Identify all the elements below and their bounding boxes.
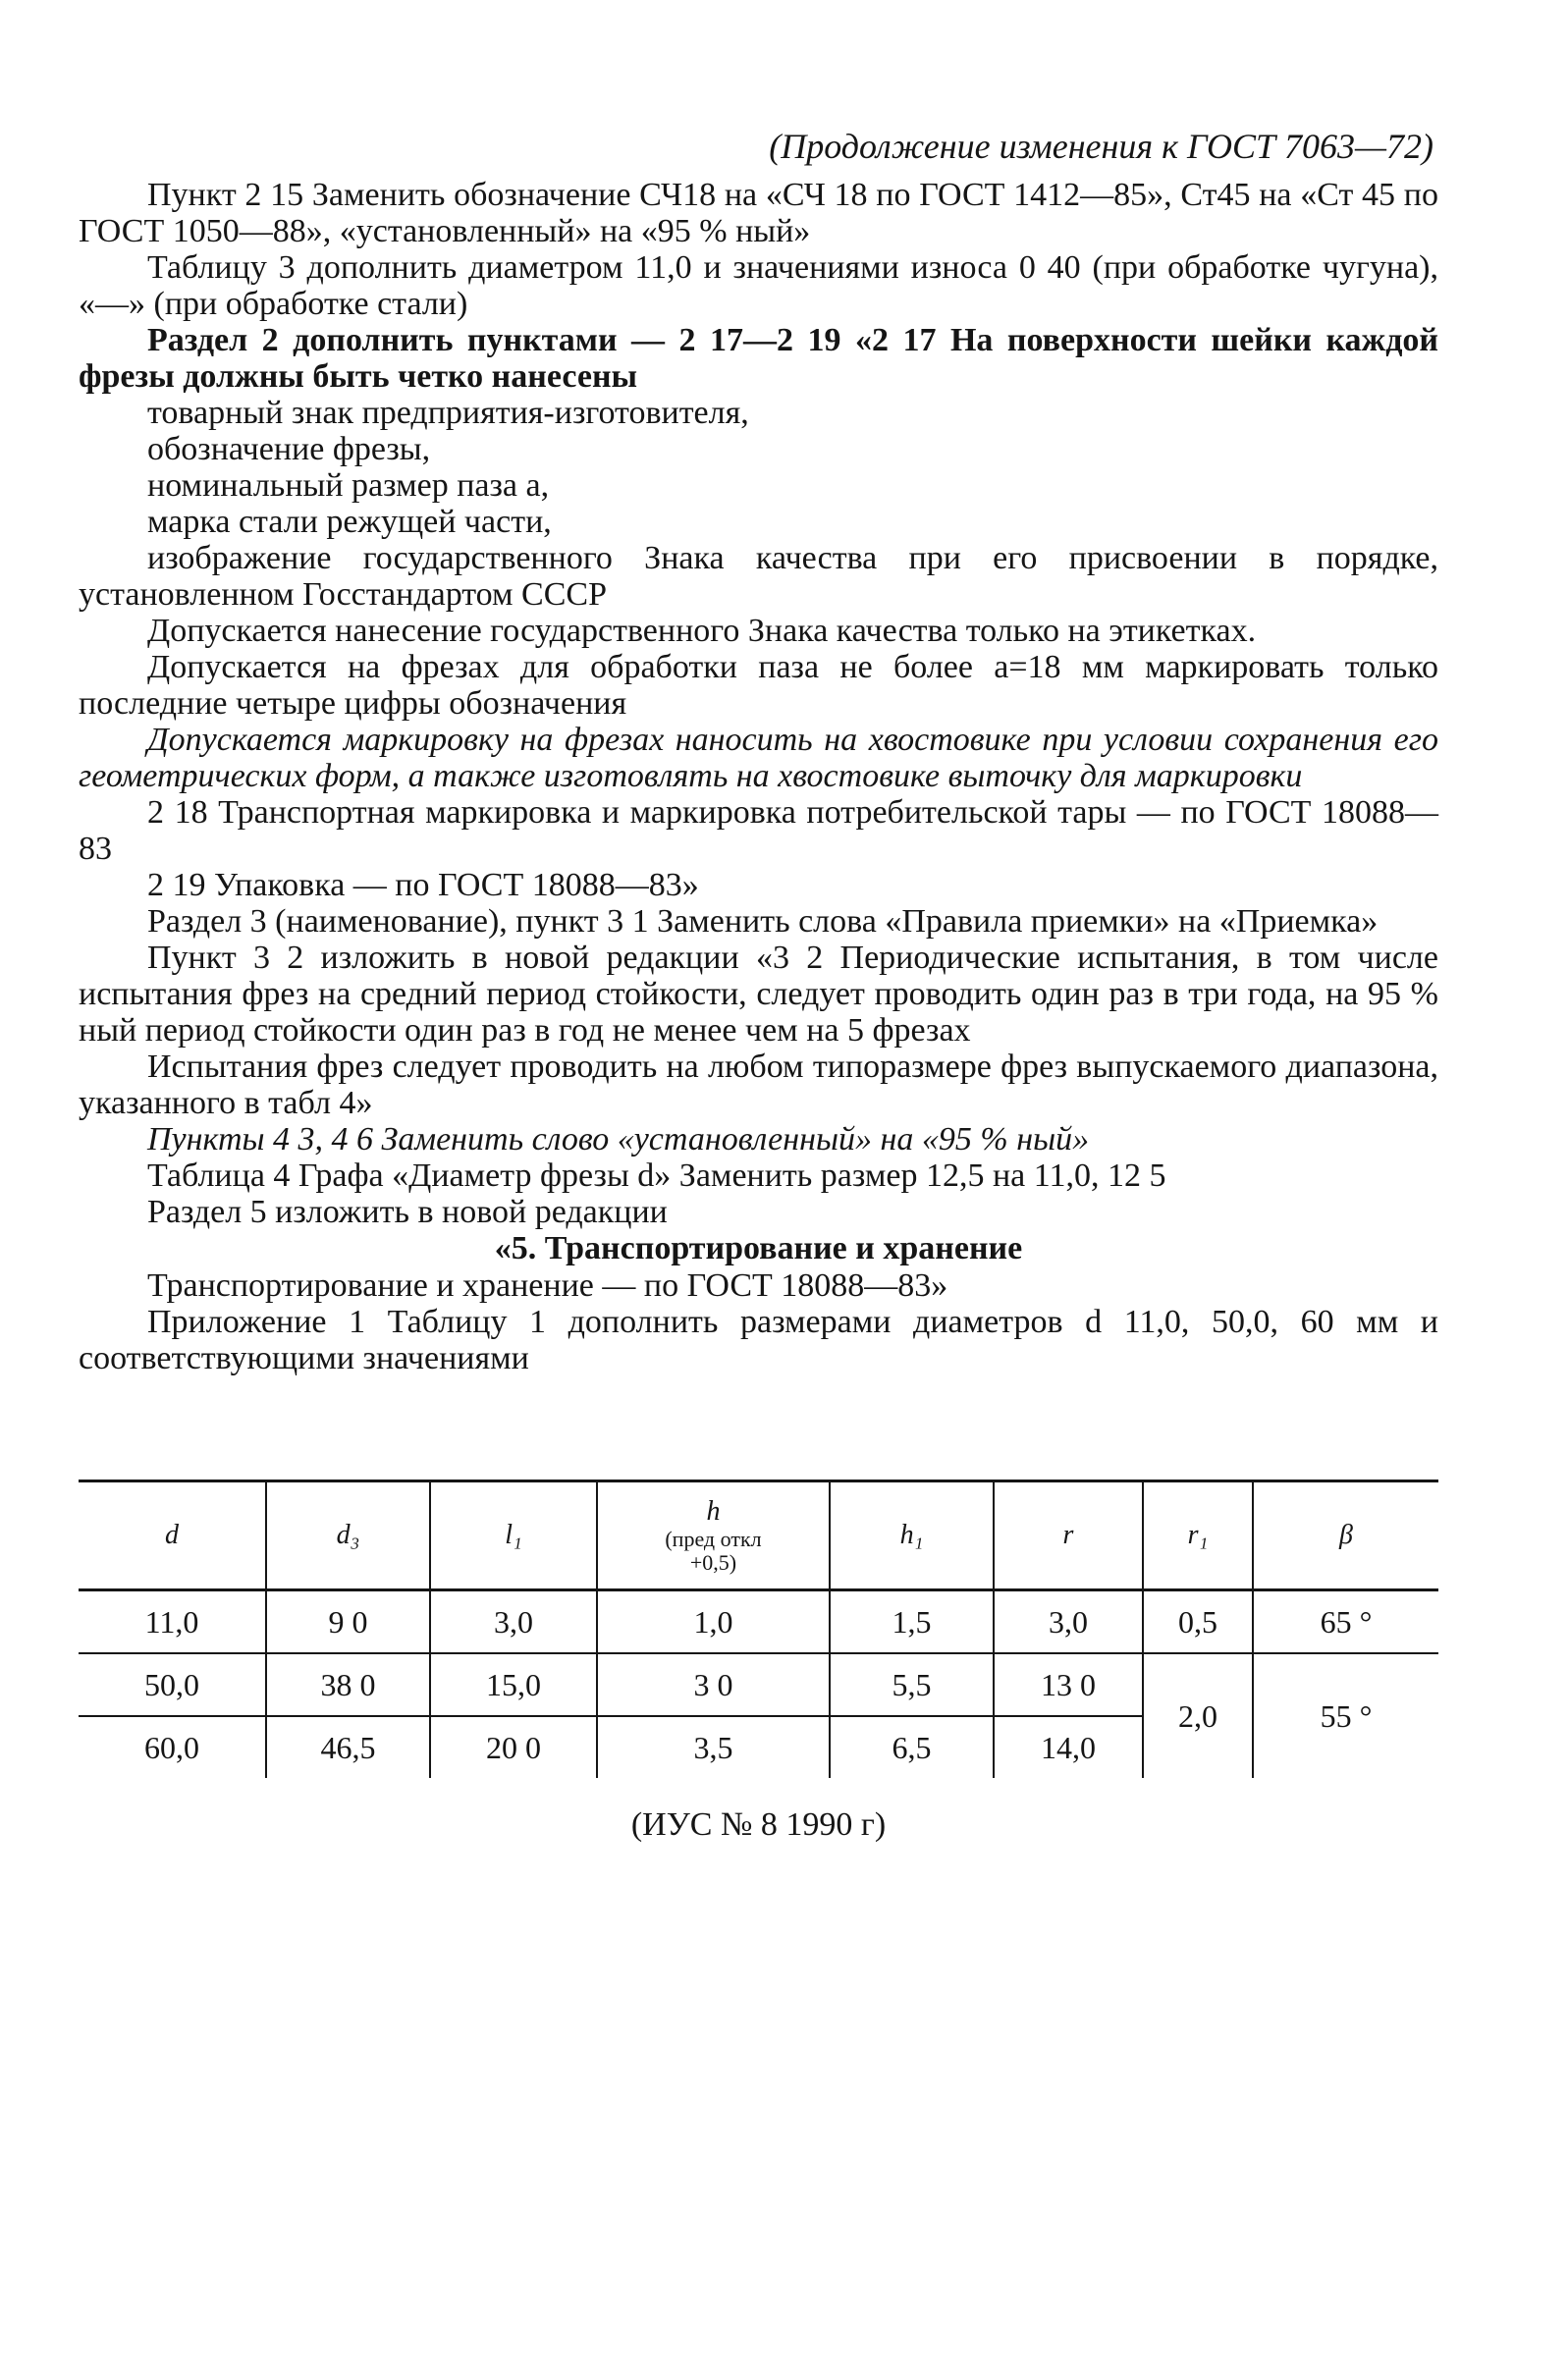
cell-h: 1,0 — [597, 1590, 830, 1654]
cell-h1: 6,5 — [830, 1716, 994, 1778]
cell-d3: 9 0 — [266, 1590, 430, 1654]
cell-h: 3,5 — [597, 1716, 830, 1778]
cell-r: 13 0 — [994, 1653, 1143, 1716]
section-heading: «5. Транспортирование и хранение — [494, 1230, 1023, 1266]
table-row — [79, 1590, 1438, 1654]
page-footer: (ИУС № 8 1990 г) — [630, 1806, 887, 1843]
col-header-d: d — [79, 1481, 266, 1590]
col-header-h — [597, 1481, 830, 1590]
list-item: номинальный размер паза a, — [147, 467, 550, 504]
dimensions-table-wrapper — [79, 1480, 1438, 1778]
cell-l1: 20 0 — [430, 1716, 597, 1778]
col-header-h1: h₁ — [830, 1481, 994, 1590]
paragraph: Испытания фрез следует проводить на любом типоразмере фрез выпускаемого диапазона, указанного в табл 4» — [79, 1049, 1438, 1121]
cell-r: 3,0 — [994, 1590, 1143, 1654]
paragraph: Приложение 1 Таблицу 1 дополнить размерами диаметров d 11,0, 50,0, 60 мм и соответствующими значениями — [79, 1304, 1438, 1376]
list-item: товарный знак предприятия-изготовителя, — [147, 395, 749, 431]
cell-h1: 5,5 — [830, 1653, 994, 1716]
paragraph: 2 19 Упаковка — по ГОСТ 18088—83» — [147, 867, 699, 903]
list-item: обозначение фрезы, — [147, 431, 431, 467]
paragraph: Таблица 4 Графа «Диаметр фрезы d» Заменить размер 12,5 на 11,0, 12 5 — [147, 1157, 1166, 1194]
col-header-h-symbol: h — [706, 1496, 721, 1527]
page-header: (Продолжение изменения к ГОСТ 7063—72) — [769, 127, 1433, 166]
paragraph: Раздел 3 (наименование), пункт 3 1 Заменить слова «Правила приемки» на «Приемка» — [147, 903, 1379, 940]
col-header-l1: l₁ — [430, 1481, 597, 1590]
cell-d3: 46,5 — [266, 1716, 430, 1778]
paragraph: Раздел 2 дополнить пунктами — 2 17—2 19 «2 17 На поверхности шейки каждой фрезы должны быть четко нанесены — [79, 322, 1438, 395]
cell-r: 14,0 — [994, 1716, 1143, 1778]
paragraph: 2 18 Транспортная маркировка и маркировка потребительской тары — по ГОСТ 18088—83 — [79, 794, 1438, 867]
paragraph: Раздел 5 изложить в новой редакции — [147, 1194, 668, 1230]
paragraph: Пункты 4 3, 4 6 Заменить слово «установленный» на «95 % ный» — [147, 1121, 1090, 1157]
col-header-d3: d₃ — [266, 1481, 430, 1590]
cell-r1: 0,5 — [1143, 1590, 1253, 1654]
col-header-h-note1: (пред откл — [665, 1527, 762, 1551]
paragraph: Допускается на фрезах для обработки паза не более a=18 мм маркировать только последние четыре цифры обозначения — [79, 649, 1438, 722]
list-item: марка стали режущей части, — [147, 504, 552, 540]
cell-l1: 3,0 — [430, 1590, 597, 1654]
cell-d: 60,0 — [144, 1729, 199, 1765]
col-header-r1: r₁ — [1143, 1481, 1253, 1590]
paragraph: Допускается маркировку на фрезах наносить на хвостовике при условии сохранения его геометрических форм, а также изготовлять на хвостовике выточку для маркировки — [79, 722, 1438, 794]
col-header-h-note2: +0,5) — [689, 1550, 737, 1575]
cell-d3: 38 0 — [266, 1653, 430, 1716]
paragraph: изображение государственного Знака качества при его присвоении в порядке, установленном Госстандартом СССР — [79, 540, 1438, 613]
cell-h1: 1,5 — [830, 1590, 994, 1654]
paragraph: Транспортирование и хранение — по ГОСТ 18088—83» — [147, 1267, 948, 1304]
paragraph: Таблицу 3 дополнить диаметром 11,0 и значениями износа 0 40 (при обработке чугуна), «—» (при обработке стали) — [79, 249, 1438, 322]
col-header-r: r — [994, 1481, 1143, 1590]
cell-d: 11,0 — [144, 1603, 199, 1640]
cell-r1: 2,0 — [1143, 1653, 1253, 1778]
paragraph: Пункт 2 15 Заменить обозначение СЧ18 на «СЧ 18 по ГОСТ 1412—85», Ст45 на «Ст 45 по ГОСТ 1050—88», «установленный» на «95 % ный» — [79, 177, 1438, 249]
cell-h: 3 0 — [597, 1653, 830, 1716]
table-row — [79, 1653, 1438, 1716]
dimensions-table — [79, 1480, 1438, 1778]
cell-l1: 15,0 — [430, 1653, 597, 1716]
paragraph: Пункт 3 2 изложить в новой редакции «3 2 Периодические испытания, в том числе испытания фрез на средний период стойкости, следует проводить один раз в три года, на 95 % ный период стойкости один раз в год не менее чем на 5 фрезах — [79, 940, 1438, 1049]
paragraph: Допускается нанесение государственного Знака качества только на этикетках. — [147, 613, 1257, 649]
cell-beta: 65 ° — [1253, 1590, 1438, 1654]
col-header-beta: β — [1253, 1481, 1438, 1590]
table-header-row — [79, 1481, 1438, 1590]
cell-d: 50,0 — [144, 1666, 199, 1702]
cell-beta: 55 ° — [1253, 1653, 1438, 1778]
document-body — [79, 177, 1438, 1376]
